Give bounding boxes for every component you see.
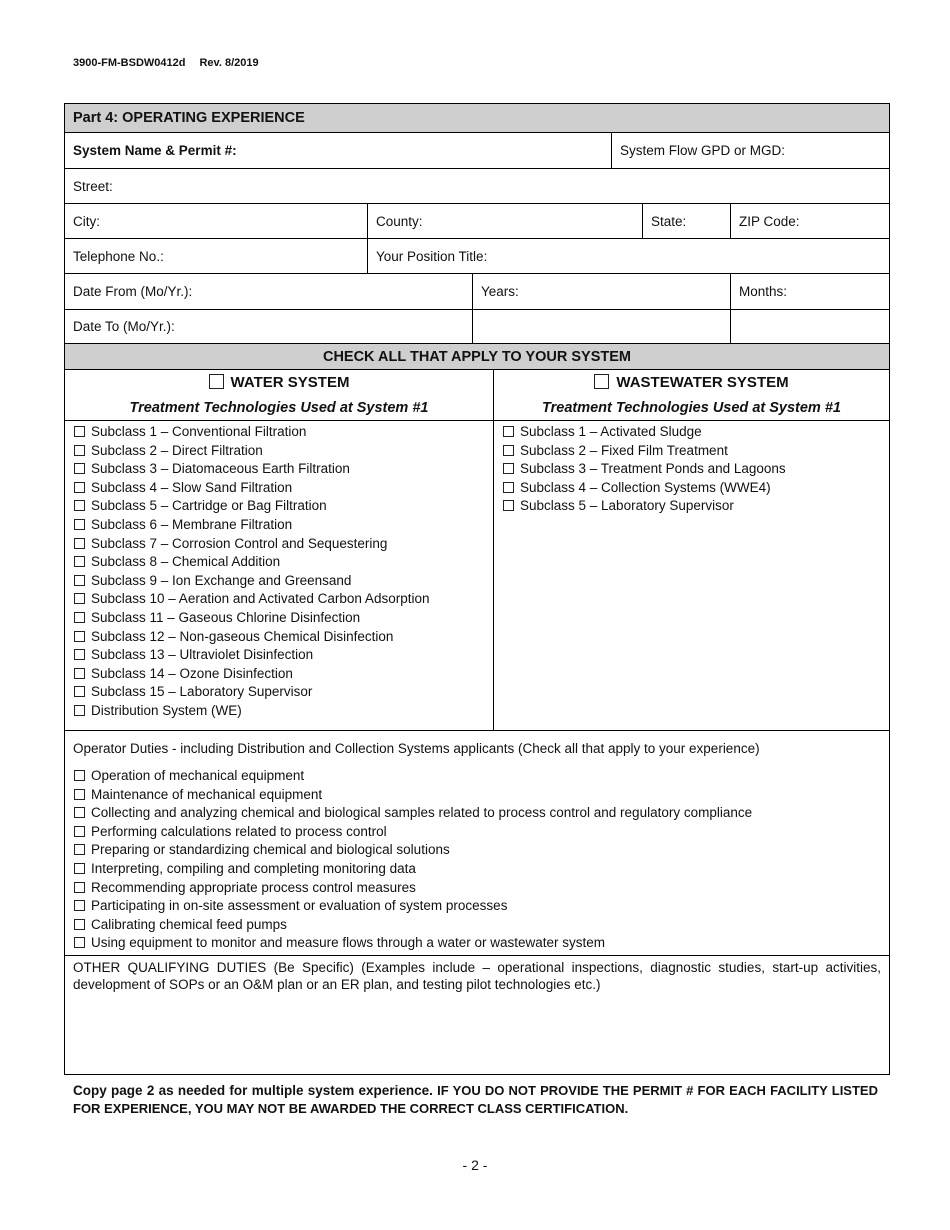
operator-duty-item [74, 804, 752, 823]
city-field[interactable]: City: [73, 213, 100, 229]
water-subclass-checkbox[interactable] [74, 463, 85, 474]
water-subclass-label: Subclass 10 – Aeration and Activated Carbon Adsorption [91, 591, 430, 607]
row-city [65, 204, 889, 239]
operator-duty-label: Maintenance of mechanical equipment [91, 786, 323, 802]
wastewater-subclass-list [494, 420, 889, 516]
operator-duty-label: Performing calculations related to process control [91, 823, 387, 839]
operator-duty-item [74, 823, 752, 842]
form-number: 3900-FM-BSDW0412d [73, 57, 186, 69]
street-field[interactable]: Street: [73, 178, 113, 194]
part-header [65, 104, 889, 133]
position-title-field[interactable]: Your Position Title: [367, 239, 889, 273]
note-permit-warning: IF YOU DO NOT PROVIDE THE PERMIT # FOR EACH FACILITY LISTED FOR EXPERIENCE, YOU MAY NOT BE AWARDED THE CORRECT CLASS CERTIFICATION. [73, 1083, 878, 1116]
water-subclass-checkbox[interactable] [74, 631, 85, 642]
operator-duty-checkbox[interactable] [74, 826, 85, 837]
water-subclass-checkbox[interactable] [74, 705, 85, 716]
system-name-field[interactable]: System Name & Permit #: [73, 143, 237, 158]
system-flow-field[interactable]: System Flow GPD or MGD: [611, 133, 889, 168]
water-system-title [65, 374, 493, 391]
wastewater-subclass-item [503, 479, 889, 498]
zip-field[interactable]: ZIP Code: [730, 204, 889, 238]
wastewater-subclass-label: Subclass 3 – Treatment Ponds and Lagoons [520, 461, 786, 477]
operator-duty-item [74, 841, 752, 860]
operator-duty-item [74, 916, 752, 935]
wastewater-subclass-label: Subclass 1 – Activated Sludge [520, 424, 702, 439]
wastewater-subclass-item [503, 442, 889, 461]
wastewater-subclass-checkbox[interactable] [503, 445, 514, 456]
operator-duty-checkbox[interactable] [74, 900, 85, 911]
operator-duties-intro: Operator Duties - including Distribution and Collection Systems applicants (Check all that apply to your experience) [73, 741, 760, 756]
wastewater-subclass-item [503, 497, 889, 516]
operator-duty-item [74, 767, 752, 786]
water-subclass-item [74, 702, 493, 721]
wastewater-subclass-checkbox[interactable] [503, 500, 514, 511]
water-system-subtitle: Treatment Technologies Used at System #1 [129, 400, 429, 416]
operator-duty-checkbox[interactable] [74, 863, 85, 874]
water-subclass-item [74, 516, 493, 535]
operator-duty-checkbox[interactable] [74, 789, 85, 800]
row-system-name [65, 133, 889, 169]
operator-duty-checkbox[interactable] [74, 882, 85, 893]
water-subclass-item [74, 553, 493, 572]
water-subclass-label: Subclass 14 – Ozone Disinfection [91, 665, 293, 681]
operator-duty-label: Calibrating chemical feed pumps [91, 916, 287, 932]
water-subclass-checkbox[interactable] [74, 686, 85, 697]
water-subclass-item [74, 572, 493, 591]
water-subclass-item [74, 646, 493, 665]
water-subclass-item [74, 628, 493, 647]
months-value-field[interactable] [730, 310, 889, 343]
water-subclass-item [74, 442, 493, 461]
wastewater-subclass-label: Subclass 5 – Laboratory Supervisor [520, 498, 734, 514]
wastewater-subclass-checkbox[interactable] [503, 463, 514, 474]
water-subclass-checkbox[interactable] [74, 593, 85, 604]
years-value-field[interactable] [472, 310, 730, 343]
operator-duty-label: Preparing or standardizing chemical and biological solutions [91, 842, 450, 858]
water-subclass-label: Subclass 1 – Conventional Filtration [91, 424, 307, 439]
row-street [65, 169, 889, 204]
operator-duties-list [74, 767, 752, 953]
water-subclass-label: Subclass 2 – Direct Filtration [91, 442, 263, 458]
water-subclass-label: Subclass 7 – Corrosion Control and Sequestering [91, 535, 388, 551]
wastewater-system-column [493, 370, 889, 730]
wastewater-subclass-item [503, 460, 889, 479]
check-all-title: CHECK ALL THAT APPLY TO YOUR SYSTEM [322, 348, 632, 365]
water-subclass-checkbox[interactable] [74, 612, 85, 623]
state-field[interactable]: State: [642, 204, 730, 238]
water-subclass-checkbox[interactable] [74, 649, 85, 660]
water-subclass-checkbox[interactable] [74, 519, 85, 530]
water-subclass-label: Subclass 13 – Ultraviolet Disinfection [91, 647, 314, 663]
row-date-to [65, 310, 889, 344]
operator-duties-section [65, 730, 889, 955]
water-subclass-label: Subclass 12 – Non-gaseous Chemical Disinfection [91, 628, 394, 644]
months-field[interactable]: Months: [730, 274, 889, 309]
water-subclass-label: Subclass 9 – Ion Exchange and Greensand [91, 572, 352, 588]
water-subclass-checkbox[interactable] [74, 445, 85, 456]
water-subclass-label: Subclass 15 – Laboratory Supervisor [91, 684, 313, 700]
water-subclass-item [74, 479, 493, 498]
water-subclass-item [74, 683, 493, 702]
water-subclass-label: Subclass 5 – Cartridge or Bag Filtration [91, 498, 327, 514]
operating-experience-form [64, 103, 890, 1075]
check-all-header [65, 344, 889, 370]
water-system-column [65, 370, 493, 730]
operator-duty-label: Collecting and analyzing chemical and biological samples related to process control and regulatory compliance [91, 805, 753, 821]
water-subclass-checkbox[interactable] [74, 668, 85, 679]
water-system-label: WATER SYSTEM [230, 374, 350, 391]
water-subclass-label: Subclass 11 – Gaseous Chlorine Disinfection [91, 609, 361, 625]
copy-page-note [73, 1082, 878, 1118]
water-subclass-checkbox[interactable] [74, 426, 85, 437]
operator-duty-checkbox[interactable] [74, 807, 85, 818]
wastewater-subclass-label: Subclass 2 – Fixed Film Treatment [520, 442, 728, 458]
operator-duty-item [74, 934, 752, 953]
water-system-checkbox[interactable] [209, 374, 224, 389]
water-subclass-checkbox[interactable] [74, 538, 85, 549]
water-subclass-checkbox[interactable] [74, 500, 85, 511]
water-subclass-item [74, 665, 493, 684]
water-subclass-list [65, 420, 493, 721]
water-subclass-item [74, 497, 493, 516]
water-subclass-checkbox[interactable] [74, 575, 85, 586]
form-revision: Rev. 8/2019 [199, 57, 259, 69]
date-from-field[interactable]: Date From (Mo/Yr.): [73, 284, 193, 299]
operator-duty-item [74, 786, 752, 805]
water-subclass-label: Subclass 3 – Diatomaceous Earth Filtration [91, 461, 350, 477]
water-subclass-item [74, 609, 493, 628]
operator-duty-item [74, 860, 752, 879]
operator-duty-label: Operation of mechanical equipment [91, 768, 305, 783]
wastewater-system-subtitle: Treatment Technologies Used at System #1 [542, 400, 841, 416]
operator-duty-checkbox[interactable] [74, 770, 85, 781]
water-subclass-label: Subclass 8 – Chemical Addition [91, 554, 281, 570]
date-to-field[interactable]: Date To (Mo/Yr.): [73, 319, 175, 334]
water-subclass-item [74, 423, 493, 442]
water-subclass-label: Subclass 4 – Slow Sand Filtration [91, 479, 293, 495]
operator-duty-checkbox[interactable] [74, 919, 85, 930]
row-date-from [65, 274, 889, 310]
operator-duty-checkbox[interactable] [74, 844, 85, 855]
wastewater-system-checkbox[interactable] [594, 374, 609, 389]
operator-duty-label: Participating in on-site assessment or evaluation of system processes [91, 898, 508, 914]
water-subclass-label: Subclass 6 – Membrane Filtration [91, 516, 293, 532]
other-qualifying-duties-label: OTHER QUALIFYING DUTIES (Be Specific) (Examples include – operational inspections, diagnostic studies, start-up activities, development of SOPs or an O&M plan or an ER plan, and testing pilot technologies etc.) [73, 960, 881, 992]
note-copy-instruction: Copy page 2 as needed for multiple system experience. [73, 1083, 433, 1098]
wastewater-system-title [494, 374, 889, 391]
wastewater-system-label: WASTEWATER SYSTEM [616, 374, 789, 391]
wastewater-subclass-item [503, 423, 889, 442]
telephone-field[interactable]: Telephone No.: [73, 248, 164, 264]
wastewater-subclass-label: Subclass 4 – Collection Systems (WWE4) [520, 479, 771, 495]
wastewater-subclass-checkbox[interactable] [503, 426, 514, 437]
water-subclass-item [74, 535, 493, 554]
operator-duty-label: Using equipment to monitor and measure flows through a water or wastewater system [91, 935, 605, 951]
county-field[interactable]: County: [367, 204, 642, 238]
operator-duty-label: Recommending appropriate process control measures [91, 879, 416, 895]
other-qualifying-duties[interactable] [65, 955, 889, 1074]
page-number: - 2 - [462, 1157, 488, 1173]
wastewater-subclass-checkbox[interactable] [503, 482, 514, 493]
water-subclass-item [74, 460, 493, 479]
water-subclass-label: Distribution System (WE) [91, 702, 242, 718]
part-title: Part 4: OPERATING EXPERIENCE [73, 110, 305, 126]
operator-duty-checkbox[interactable] [74, 937, 85, 948]
operator-duty-label: Interpreting, compiling and completing monitoring data [91, 860, 416, 876]
water-subclass-checkbox[interactable] [74, 482, 85, 493]
operator-duty-item [74, 897, 752, 916]
operator-duty-item [74, 879, 752, 898]
row-telephone [65, 239, 889, 274]
water-subclass-checkbox[interactable] [74, 556, 85, 567]
water-subclass-item [74, 590, 493, 609]
years-field[interactable]: Years: [472, 274, 730, 309]
form-identifier [73, 57, 259, 69]
